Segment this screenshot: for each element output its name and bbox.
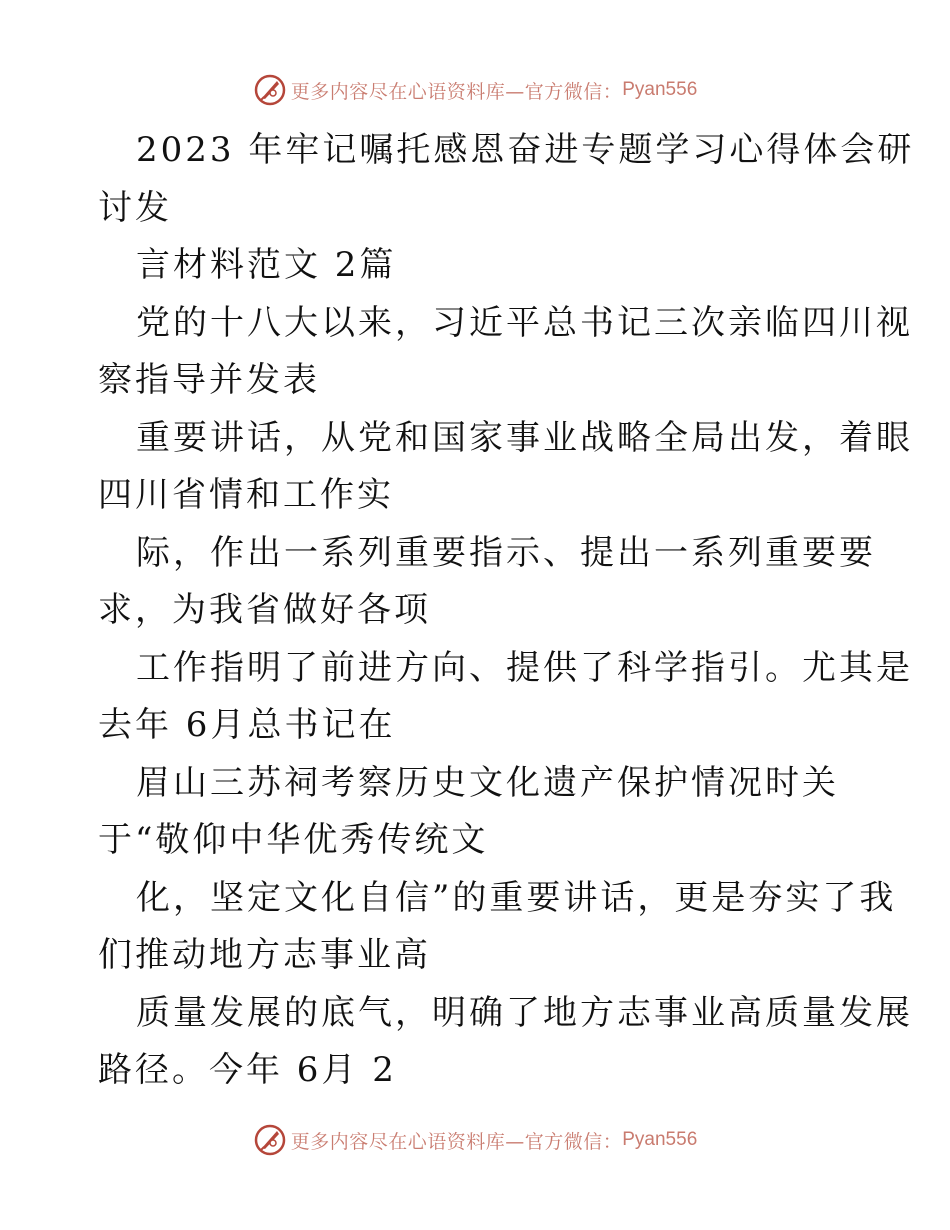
body-line: 讨发 bbox=[98, 187, 172, 228]
header-wechat-id: Pyan556 bbox=[622, 79, 698, 100]
body-line: 党的十八大以来，习近平总书记三次亲临四川视 bbox=[136, 302, 913, 343]
body-line: 质量发展的底气，明确了地方志事业高质量发展 bbox=[136, 992, 913, 1033]
body-line: 重要讲话，从党和国家事业战略全局出发，着眼 bbox=[136, 417, 913, 458]
footer-promo-text: 更多内容尽在心语资料库—官方微信： bbox=[290, 1130, 623, 1153]
body-line: 化，坚定文化自信”的重要讲话，更是夯实了我 bbox=[136, 877, 897, 918]
document-body bbox=[98, 122, 915, 1100]
body-line: 2023 年牢记嘱托感恩奋进专题学习心得体会研 bbox=[136, 130, 915, 170]
body-line: 于“敬仰中华优秀传统文 bbox=[98, 820, 489, 860]
quill-pen-logo-icon bbox=[253, 1123, 287, 1157]
footer-banner bbox=[0, 1120, 950, 1160]
footer-wechat-id: Pyan556 bbox=[622, 1129, 698, 1150]
header-banner bbox=[0, 70, 950, 110]
body-line: 去年 6月总书记在 bbox=[98, 705, 396, 745]
body-line: 察指导并发表 bbox=[98, 360, 320, 400]
quill-pen-logo-icon bbox=[253, 73, 287, 107]
body-line: 际，作出一系列重要指示、提出一系列重要要 bbox=[136, 532, 876, 573]
body-line: 求，为我省做好各项 bbox=[98, 590, 431, 630]
body-line: 工作指明了前进方向、提供了科学指引。尤其是 bbox=[136, 647, 913, 688]
body-line: 眉山三苏祠考察历史文化遗产保护情况时关 bbox=[136, 762, 839, 803]
body-line: 路径。今年 6月 2 bbox=[98, 1050, 397, 1090]
header-promo-text: 更多内容尽在心语资料库—官方微信： bbox=[290, 80, 623, 103]
body-line: 四川省情和工作实 bbox=[98, 475, 394, 515]
body-line: 们推动地方志事业高 bbox=[98, 935, 431, 975]
body-line: 言材料范文 2篇 bbox=[136, 245, 397, 285]
